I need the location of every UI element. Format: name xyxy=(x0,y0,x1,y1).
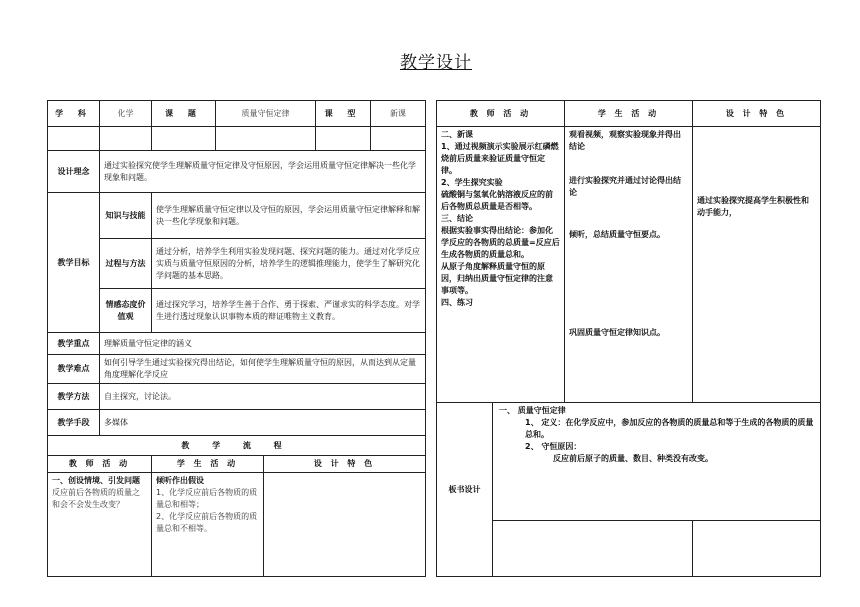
board-line-3: 2、 守恒原因： xyxy=(525,442,582,451)
type-value: 新课 xyxy=(371,101,426,127)
flow-student-cell xyxy=(152,473,264,577)
flow-col-student: 学 生 活 动 xyxy=(152,456,264,473)
board-line-4: 反应前后原子的质量、数目、种类没有改变。 xyxy=(553,454,713,463)
method-text: 自主探究，讨论法。 xyxy=(100,384,426,410)
goals-label: 教学目标 xyxy=(48,193,100,333)
key-label: 教学重点 xyxy=(48,333,100,355)
board-cell xyxy=(493,403,821,521)
flow-teacher-cell xyxy=(48,473,152,577)
blank-cell xyxy=(493,521,693,577)
lesson-info-table xyxy=(47,100,426,577)
goal-label-knowledge: 知识与技能 xyxy=(100,193,152,239)
blank-cell xyxy=(216,127,316,151)
board-line-1: 一、 质量守恒定律 xyxy=(499,406,566,415)
flow-col-teacher: 教 师 活 动 xyxy=(48,456,152,473)
key-text: 理解质量守恒定律的涵义 xyxy=(100,333,426,355)
method-label: 教学方法 xyxy=(48,384,100,410)
goal-label-process: 过程与方法 xyxy=(100,239,152,289)
board-line-2: 1、 定义：在化学反应中，参加反应的各物质的质量总和等于生成的各物质的质量总和。 xyxy=(525,418,814,439)
right-student-cell xyxy=(565,127,693,403)
subject-label: 学 科 xyxy=(48,101,100,127)
goal-text-process: 通过分析，培养学生利用实验发现问题、探究问题的能力。通过对化学反应实质与质量守恒原因的分析，培养学生的逻辑推理能力，使学生了解研究化学问题的基本思路。 xyxy=(152,239,426,289)
lesson-process-table xyxy=(436,100,821,577)
flow-teacher-text: 反应前后各物质的质量之和会不会发生改变？ xyxy=(52,488,140,509)
topic-label: 课 题 xyxy=(152,101,216,127)
blank-cell xyxy=(100,127,152,151)
difficulty-text: 如何引导学生通过实验探究得出结论，如何使学生理解质量守恒的原因，从而达到从定量角度理解化学反应 xyxy=(100,355,426,384)
flow-label: 教 学 流 程 xyxy=(48,436,426,456)
means-label: 教学手段 xyxy=(48,410,100,436)
right-col-feature: 设 计 特 色 xyxy=(693,101,821,127)
topic-value: 质量守恒定律 xyxy=(216,101,316,127)
goal-text-knowledge: 使学生理解质量守恒定律以及守恒的原因，学会运用质量守恒定律解释和解决一些化学现象和问题。 xyxy=(152,193,426,239)
blank-cell xyxy=(371,127,426,151)
concept-label: 设计理念 xyxy=(48,151,100,193)
flow-student-text: 1、化学反应前后各物质的质量总和相等； 2、化学反应前后各物质的质量总和不相等。 xyxy=(156,488,258,533)
right-feature-text: 通过实验探究提高学生积极性和动手能力， xyxy=(693,127,821,403)
type-label: 课 型 xyxy=(316,101,371,127)
flow-student-heading: 倾听作出假设 xyxy=(156,476,204,485)
difficulty-label: 教学难点 xyxy=(48,355,100,384)
right-teacher-text: 二、新课 1、通过视频演示实验展示红磷燃烧前后质量来验证质量守恒定律。 2、学生探究实验 硫酸铜与氢氧化钠溶液反应的前后各物质总质量是否相等。 三、结论 根据实验事实得出结论：参加化学反应的各物质的总质量=反应后生成各物质的质量总和。 从原子角度解释质量守恒的原因，归纳出质量守恒定律的注意事项等。 四、练习 xyxy=(437,127,565,403)
student-activity-2: 进行实验探究并通过讨论得出结论 xyxy=(569,176,682,197)
blank-cell xyxy=(316,127,371,151)
means-text: 多媒体 xyxy=(100,410,426,436)
concept-text: 通过实验探究使学生理解质量守恒定律及守恒原因，学会运用质量守恒定律解决一些化学现象和问题。 xyxy=(100,151,426,193)
board-label: 板书设计 xyxy=(437,403,493,577)
flow-teacher-heading: 一、创设情境、引发问题 xyxy=(52,476,140,485)
blank-cell xyxy=(693,521,821,577)
blank-cell xyxy=(152,127,216,151)
right-col-student: 学 生 活 动 xyxy=(565,101,693,127)
blank-cell xyxy=(48,127,100,151)
goal-text-emotion: 通过探究学习，培养学生善于合作、勇于探索、严谨求实的科学态度。对学生进行透过现象认识事物本质的辩证唯物主义教育。 xyxy=(152,289,426,333)
student-activity-3: 倾听，总结质量守恒要点。 xyxy=(569,230,666,239)
flow-feature-cell xyxy=(264,473,426,577)
right-col-teacher: 教 师 活 动 xyxy=(437,101,565,127)
student-activity-4: 巩固质量守恒定律知识点。 xyxy=(569,328,666,337)
goal-label-emotion: 情感态度价值观 xyxy=(100,289,152,333)
subject-value: 化学 xyxy=(100,101,152,127)
flow-col-feature: 设 计 特 色 xyxy=(264,456,426,473)
student-activity-1: 观看视频，观察实验现象并得出结论 xyxy=(569,130,682,151)
page-title: 教学设计 xyxy=(400,53,472,73)
